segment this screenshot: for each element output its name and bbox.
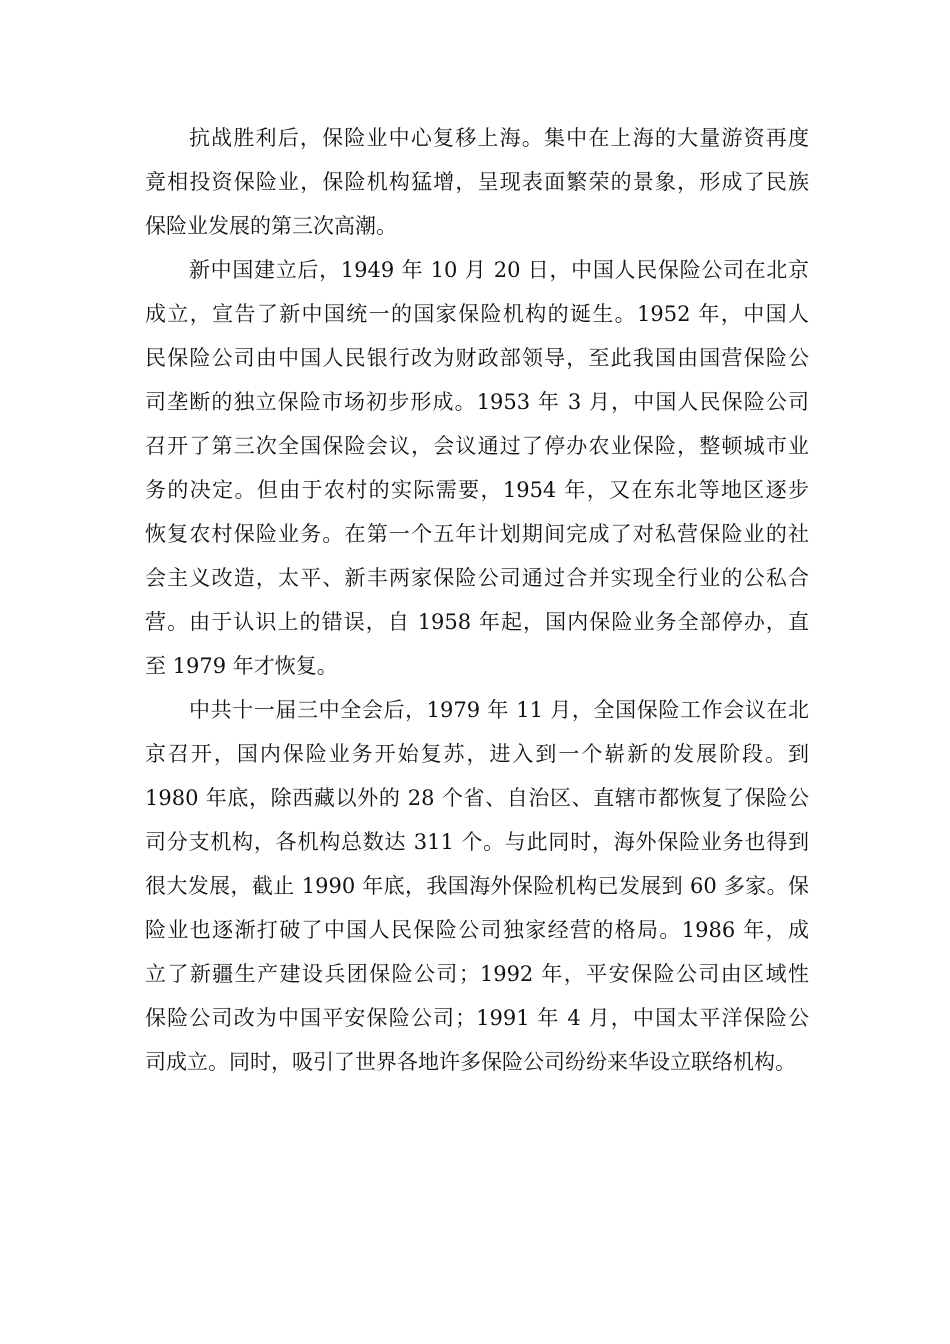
body-text xyxy=(145,116,809,1084)
paragraph-2-line: 会主义改造，太平、新丰两家保险公司通过合并实现全行业的公私合 xyxy=(145,566,809,590)
paragraph-3-line: 京召开，国内保险业务开始复苏，进入到一个崭新的发展阶段。到 xyxy=(145,742,809,766)
paragraph-2-line: 司垄断的独立保险市场初步形成。1953 年 3 月，中国人民保险公司 xyxy=(145,390,809,414)
paragraph-3-line: 立了新疆生产建设兵团保险公司；1992 年，平安保险公司由区域性 xyxy=(145,962,809,986)
paragraph-3-line: 司成立。同时，吸引了世界各地许多保险公司纷纷来华设立联络机构。 xyxy=(145,1050,796,1074)
paragraph-1-line: 保险业发展的第三次高潮。 xyxy=(145,214,397,238)
paragraph-2-line: 新中国建立后，1949 年 10 月 20 日，中国人民保险公司在北京 xyxy=(189,258,809,282)
paragraph-1-line: 抗战胜利后，保险业中心复移上海。集中在上海的大量游资再度 xyxy=(189,126,809,150)
paragraph-2-line: 民保险公司由中国人民银行改为财政部领导，至此我国由国营保险公 xyxy=(145,346,809,370)
paragraph-3-line: 很大发展，截止 1990 年底，我国海外保险机构已发展到 60 多家。保 xyxy=(145,874,809,898)
paragraph-3-line: 中共十一届三中全会后，1979 年 11 月，全国保险工作会议在北 xyxy=(189,698,809,722)
paragraph-1-line: 竟相投资保险业，保险机构猛增，呈现表面繁荣的景象，形成了民族 xyxy=(145,170,809,194)
paragraph-2-line: 恢复农村保险业务。在第一个五年计划期间完成了对私营保险业的社 xyxy=(145,522,809,546)
paragraph-3-line: 司分支机构，各机构总数达 311 个。与此同时，海外保险业务也得到 xyxy=(145,830,809,854)
paragraph-2-line: 至 1979 年才恢复。 xyxy=(145,654,338,678)
paragraph-3-line: 保险公司改为中国平安保险公司；1991 年 4 月，中国太平洋保险公 xyxy=(145,1006,809,1030)
paragraph-3-line: 1980 年底，除西藏以外的 28 个省、自治区、直辖市都恢复了保险公 xyxy=(145,786,809,810)
paragraph-2-line: 召开了第三次全国保险会议，会议通过了停办农业保险，整顿城市业 xyxy=(145,434,809,458)
paragraph-2-line: 成立，宣告了新中国统一的国家保险机构的诞生。1952 年，中国人 xyxy=(145,302,809,326)
paragraph-2-line: 营。由于认识上的错误，自 1958 年起，国内保险业务全部停办，直 xyxy=(145,610,809,634)
paragraph-3-line: 险业也逐渐打破了中国人民保险公司独家经营的格局。1986 年，成 xyxy=(145,918,809,942)
paragraph-2-line: 务的决定。但由于农村的实际需要，1954 年，又在东北等地区逐步 xyxy=(145,478,809,502)
